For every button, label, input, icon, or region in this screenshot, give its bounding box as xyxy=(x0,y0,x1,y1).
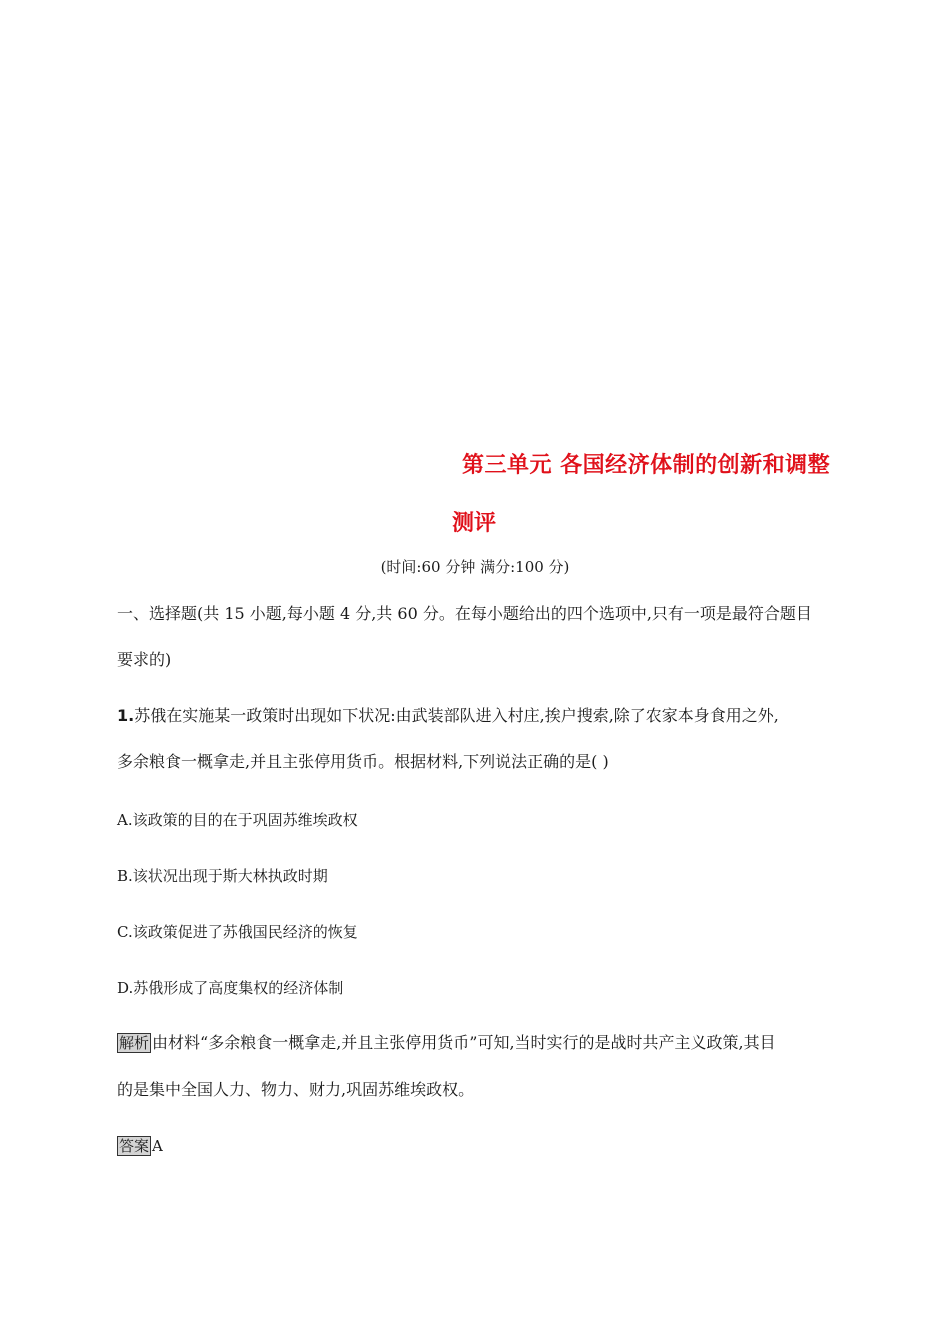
answer-value: A xyxy=(152,1137,163,1155)
section-instruction-line-2: 要求的) xyxy=(117,650,172,669)
analysis-label: 解析 xyxy=(119,1034,150,1052)
option-a: A.该政策的目的在于巩固苏维埃政权 xyxy=(117,811,358,829)
option-b: B.该状况出现于斯大林执政时期 xyxy=(117,867,328,885)
unit-subtitle: 测评 xyxy=(452,511,497,536)
analysis-line-1 xyxy=(117,1033,776,1053)
answer-label: 答案 xyxy=(119,1137,150,1155)
analysis-line-2: 的是集中全国人力、物力、财力,巩固苏维埃政权。 xyxy=(117,1080,475,1099)
section-instruction-line-1: 一、选择题(共 15 小题,每小题 4 分,共 60 分。在每小题给出的四个选项中,只有一项是最符合题目 xyxy=(117,604,812,623)
question-1-stem-line-2: 多余粮食一概拿走,并且主张停用货币。根据材料,下列说法正确的是( ) xyxy=(117,752,609,771)
question-number: 1. xyxy=(117,706,135,725)
option-d: D.苏俄形成了高度集权的经济体制 xyxy=(117,979,344,997)
question-stem-text-1: 苏俄在实施某一政策时出现如下状况:由武装部队进入村庄,挨户搜索,除了农家本身食用之外, xyxy=(134,706,779,725)
question-1-stem-line-1 xyxy=(117,706,779,726)
unit-title: 第三单元 各国经济体制的创新和调整 xyxy=(462,453,831,478)
option-c: C.该政策促进了苏俄国民经济的恢复 xyxy=(117,923,358,941)
answer-line xyxy=(117,1136,163,1156)
exam-meta: (时间:60 分钟 满分:100 分) xyxy=(380,558,570,576)
analysis-text-1: 由材料“多余粮食一概拿走,并且主张停用货币”可知,当时实行的是战时共产主义政策,其目 xyxy=(152,1033,776,1052)
